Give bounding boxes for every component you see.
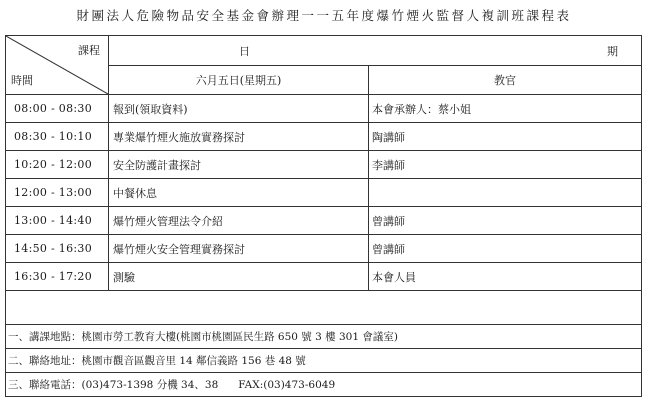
instructor-cell [369,179,642,207]
table-row [6,179,642,207]
page-title: 財團法人危險物品安全基金會辦理一一五年度爆竹煙火監督人複訓班課程表 [76,8,572,23]
header-time-label: 時間 [11,74,33,87]
time-cell: 10:20 - 12:00 [6,151,109,179]
footer-row [6,373,642,397]
course-cell: 中餐休息 [109,179,369,207]
table-row [6,207,642,235]
table-row [6,123,642,151]
course-cell: 爆竹煙火安全管理實務探討 [109,235,369,263]
instructor-cell: 本會人員 [369,263,642,291]
instructor-cell: 陶講師 [369,123,642,151]
table-row [6,263,642,291]
spacer-cell [6,291,642,325]
time-cell: 13:00 - 14:40 [6,207,109,235]
footer-row [6,325,642,349]
instructor-cell: 本會承辦人：蔡小姐 [369,95,642,123]
header-corner-cell [6,36,109,95]
course-cell: 爆竹煙火管理法令介紹 [109,207,369,235]
contact-note: 三、聯絡電話：(03)473-1398 分機 34、38 FAX:(03)473-6049 [6,373,642,397]
course-cell: 安全防護計畫探討 [109,151,369,179]
instructor-cell: 曾講師 [369,235,642,263]
header-date: 六月五日(星期五) [109,66,369,95]
instructor-cell: 李講師 [369,151,642,179]
time-cell: 14:50 - 16:30 [6,235,109,263]
header-row-top [6,36,642,66]
table-row [6,235,642,263]
spacer-row [6,291,642,325]
course-cell: 測驗 [109,263,369,291]
course-cell: 專業爆竹煙火施放實務探討 [109,123,369,151]
address-note: 二、聯絡地址：桃園市觀音區觀音里 14 鄰信義路 156 巷 48 號 [6,349,642,373]
venue-note: 一、講課地點：桃園市勞工教育大樓(桃園市桃園區民生路 650 號 3 樓 301 會議室) [6,325,642,349]
header-period-char: 期 [607,45,618,58]
header-course-label: 課程 [78,44,100,57]
footer-row [6,349,642,373]
header-day-char: 日 [239,45,250,58]
instructor-cell: 曾講師 [369,207,642,235]
table-row [6,151,642,179]
time-cell: 16:30 - 17:20 [6,263,109,291]
course-schedule-table [5,35,642,397]
time-cell: 12:00 - 13:00 [6,179,109,207]
time-cell: 08:00 - 08:30 [6,95,109,123]
header-date-span [109,36,642,66]
course-cell: 報到(領取資料) [109,95,369,123]
table-row [6,95,642,123]
header-instructor: 教官 [369,66,642,95]
time-cell: 08:30 - 10:10 [6,123,109,151]
